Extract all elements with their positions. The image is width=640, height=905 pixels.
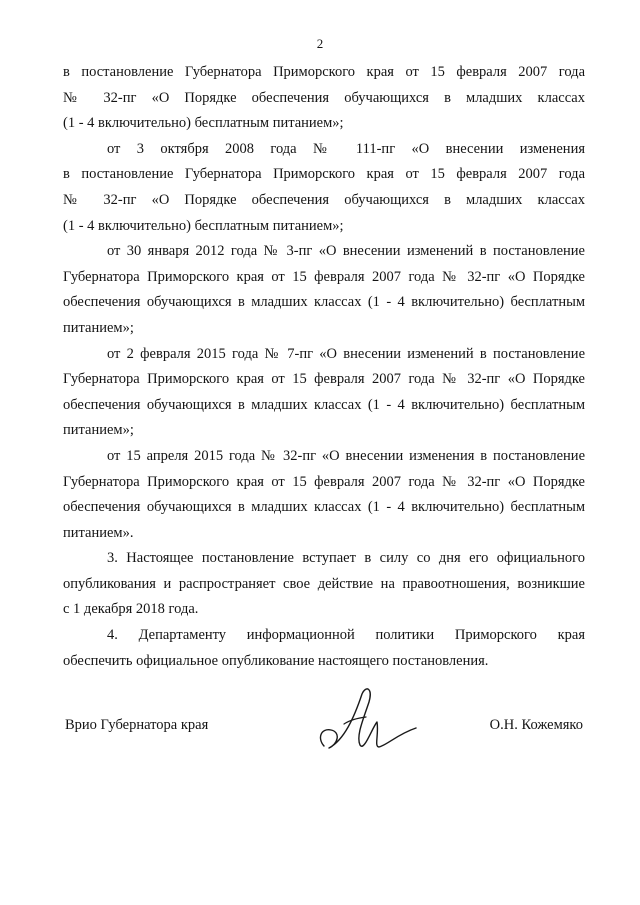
text-line: (1 - 4 включительно) бесплатным питанием»; (63, 115, 344, 132)
text-line: № 32-пг «О Порядке обеспечения обучающихся в младших классах (63, 89, 585, 106)
document-body (63, 60, 585, 674)
text-line: Губернатора Приморского края от 15 февраля 2007 года № 32-пг «О Порядке (63, 371, 585, 388)
paragraph-amendment-2015-apr (63, 444, 585, 546)
text-line: от 15 апреля 2015 года № 32-пг «О внесении изменения в постановление (107, 447, 585, 464)
text-line: (1 - 4 включительно) бесплатным питанием»; (63, 217, 344, 234)
text-line: в постановление Губернатора Приморского края от 15 февраля 2007 года (63, 64, 585, 80)
text-line: № 32-пг «О Порядке обеспечения обучающихся в младших классах (63, 191, 585, 208)
text-line: обеспечения обучающихся в младших классах (1 - 4 включительно) бесплатным (63, 294, 585, 311)
text-line: от 2 февраля 2015 года № 7-пг «О внесении изменений в постановление (107, 345, 585, 362)
paragraph-amendment-2008 (63, 137, 585, 239)
text-line: опубликования и распространяет свое действие на правоотношения, возникшие (63, 575, 585, 592)
text-line: от 30 января 2012 года № 3-пг «О внесении изменений в постановление (107, 243, 585, 260)
text-line: Губернатора Приморского края от 15 февраля 2007 года № 32-пг «О Порядке (63, 473, 585, 490)
text-line: обеспечения обучающихся в младших классах (1 - 4 включительно) бесплатным (63, 396, 585, 413)
paragraph-amendment-2015-feb (63, 342, 585, 444)
signatory-name: О.Н. Кожемяко (489, 717, 583, 733)
text-line: питанием». (63, 524, 134, 541)
text-line: Губернатора Приморского края от 15 февраля 2007 года № 32-пг «О Порядке (63, 268, 585, 285)
text-line: питанием»; (63, 319, 134, 336)
paragraph-item-4 (63, 623, 585, 674)
text-line: 4. Департаменту информационной политики Приморского края (107, 627, 585, 644)
text-line: с 1 декабря 2018 года. (63, 601, 199, 618)
text-line: в постановление Губернатора Приморского края от 15 февраля 2007 года (63, 166, 585, 183)
text-line: от 3 октября 2008 года № 111-пг «О внесении изменения (107, 140, 585, 157)
text-line: обеспечения обучающихся в младших классах (1 - 4 включительно) бесплатным (63, 499, 585, 516)
paragraph-item-3 (63, 546, 585, 623)
text-line: питанием»; (63, 422, 134, 439)
paragraph-continuation (63, 60, 585, 137)
page-number: 2 (316, 36, 324, 51)
text-line: 3. Настоящее постановление вступает в силу со дня его официального (107, 550, 585, 567)
paragraph-amendment-2012 (63, 239, 585, 341)
signature-image (314, 684, 418, 764)
text-line: обеспечить официальное опубликование настоящего постановления. (63, 652, 489, 669)
signatory-position: Врио Губернатора края (65, 717, 209, 733)
